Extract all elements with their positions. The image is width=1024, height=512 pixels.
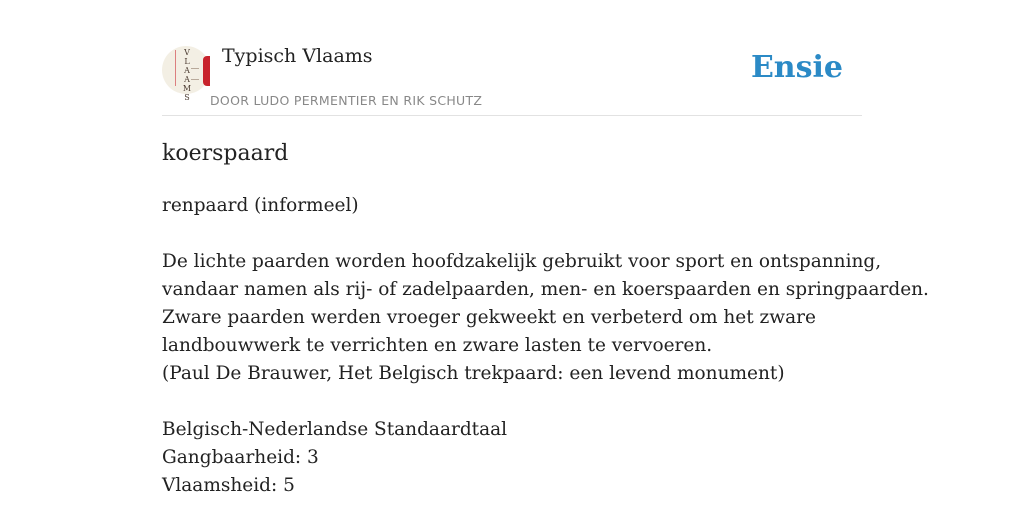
logo-decoration-lines [191, 68, 199, 80]
entry-definition: renpaard (informeel) [162, 195, 359, 216]
byline: DOOR LUDO PERMENTIER EN RIK SCHUTZ [210, 93, 483, 108]
entry-example [162, 248, 929, 388]
site-title[interactable]: Typisch Vlaams [222, 45, 373, 67]
typisch-vlaams-logo[interactable] [162, 46, 210, 102]
ensie-brand-link[interactable]: Ensie [750, 50, 843, 85]
logo-decoration-line [175, 50, 176, 86]
example-line: vandaar namen als rij- of zadelpaarden, men- en koerspaarden en springpaarden. [162, 279, 929, 300]
language-variant: Belgisch-Nederlandse Standaardtaal [162, 419, 508, 440]
entry-meta [162, 416, 882, 500]
example-line: landbouwwerk te verrichten en zware lasten te vervoeren. [162, 335, 713, 356]
entry-title: koerspaard [162, 141, 289, 166]
example-line: De lichte paarden worden hoofdzakelijk gebruikt voor sport en ontspanning, [162, 251, 882, 272]
header [162, 42, 862, 116]
gangbaarheid-rating: Gangbaarheid: 3 [162, 447, 319, 468]
vlaamsheid-rating: Vlaamsheid: 5 [162, 475, 295, 496]
example-source: (Paul De Brauwer, Het Belgisch trekpaard: een levend monument) [162, 363, 785, 384]
entry-content [162, 138, 929, 500]
logo-lettering: V L A A M S [182, 48, 192, 102]
example-line: Zware paarden werden vroeger gekweekt en verbeterd om het zware [162, 307, 816, 328]
logo-red-edge [203, 56, 210, 86]
